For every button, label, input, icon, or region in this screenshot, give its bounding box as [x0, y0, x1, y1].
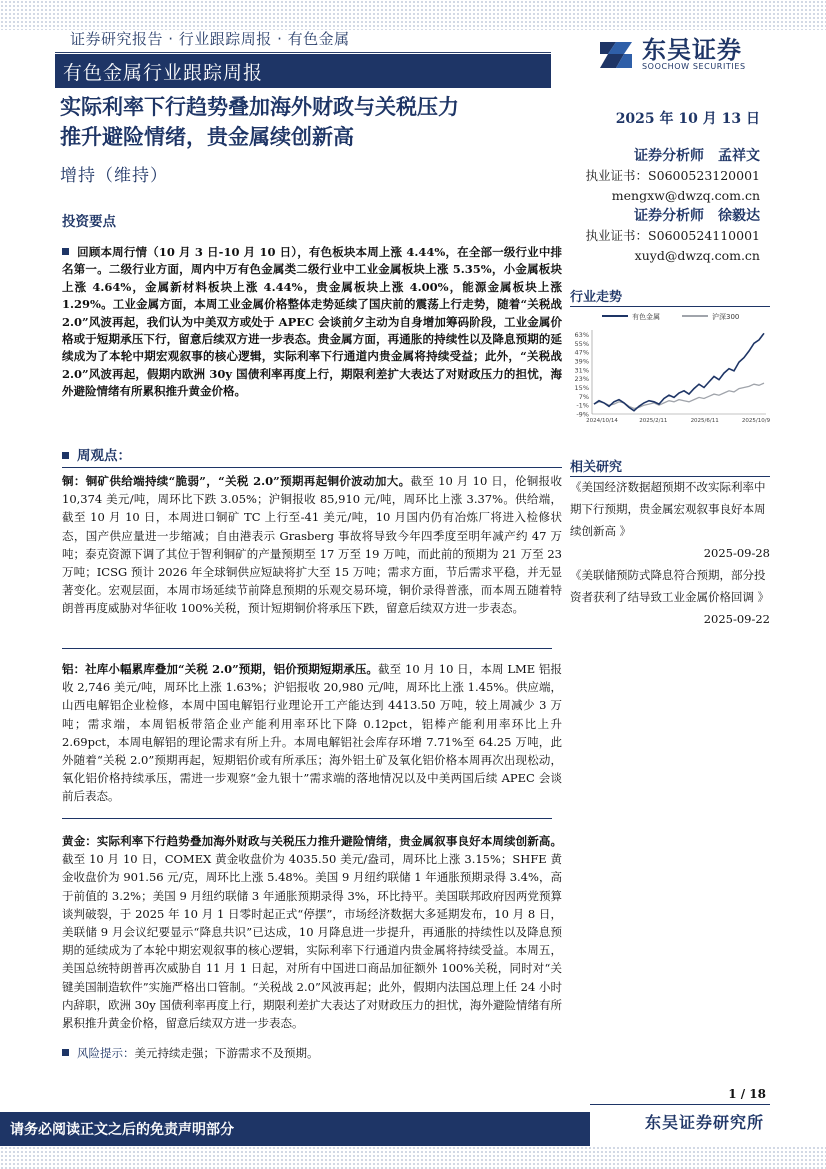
analyst-email[interactable]: mengxw@dwzq.com.cn	[611, 188, 760, 203]
bullet-icon	[62, 1049, 69, 1056]
related-title: 相关研究	[570, 460, 623, 475]
y-tick-label: -1%	[576, 401, 589, 410]
divider	[62, 648, 552, 649]
brand-english: SOOCHOW SECURITIES	[642, 62, 746, 71]
analyst-name: 孟祥文	[718, 148, 760, 164]
legend-label: 沪深300	[712, 313, 740, 321]
analyst-name: 徐毅达	[718, 208, 760, 224]
report-date: 2025 年 10 月 13 日	[615, 111, 760, 127]
summary-body: 回顾本周行情（10 月 3 日-10 月 10 日），有色板块本周上涨 4.44%，在全部一级行业中排名第一。二级行业方面，周内中万有色金属类二级行业中工业金属板块上涨 5.35%，小金属板块上涨 4.64%，金属新材料板块上涨 4.44%，贵金属板块上涨 4.00%，能源金属板块上涨 1.29%。工业金属方面，本周工业金属价格整体走势延续了国庆前的震荡上行走势，随着“关税战 2.0”风波再起，我们认为中美双方或处于 APEC 会谈前夕主动为自身增加筹码阶段，工业金属价格或于短期承压下行，留意后续双方进一步表态。贵金属方面，再通胀的持续性以及降息预期的延续成为了本轮中期宏观叙事的核心逻辑，实际利率下行通道内贵金属将持续受益；此外，“关税战 2.0”风波再起，假期内欧洲 30y 国债利率再度上行，期限利差扩大表达了对财政压力的担忧，海外避险情绪有所累积推升黄金价格。	[62, 245, 562, 399]
brand-name: 东吴证券	[642, 36, 742, 64]
x-tick-label: 2024/10/14	[586, 418, 618, 424]
divider	[55, 52, 551, 53]
section-title: 有色金属行业跟踪周报	[63, 62, 264, 84]
rating: 增持（维持）	[60, 166, 168, 186]
bullet-icon	[62, 248, 69, 255]
trend-title: 行业走势	[570, 290, 623, 305]
report-title[interactable]: 《美国经济数据超预期不改实际利率中期下行预期，贵金属宏观叙事良好本周续创新高 》	[570, 480, 766, 538]
investment-summary	[62, 210, 562, 401]
gold-text: 截至 10 月 10 日，COMEX 黄金收盘价为 4035.50 美元/盎司，周环比上涨 3.15%；SHFE 黄金收盘价为 901.56 元/克，周环比上涨 5.48%。美国 9 月纽约联储 1 年通胀预期录得 3.4%，高于前值的 3.2%；美国 9 月纽约联储 3 年通胀预期录得 3%，环比持平。美国联邦政府因两党预算谈判破裂，于 2025 年 10 月 1 日零时起正式“停摆”，市场经济数据大多延期发布，10 月 8 日，美联储 9 月会议纪要显示“降息共识”已达成，10 月降息进一步提升，再通胀的持续性以及降息预期的延续成为了本轮中期宏观叙事的核心逻辑，实际利率下行通道内贵金属将持续受益。本周五，美国总统特朗普再次威胁自 11 月 1 日起，对所有中国进口商品加征额外 100%关税，同时对“关键美国制造软件”实施严格出口管制。“关税战 2.0”风波再起；此外，假期内法国总理上任 24 小时内辞职，欧洲 30y 国债利率再度上行，期限利差扩大表达了对财政压力的担忧，海外避险情绪有所累积推升黄金价格，留意后续双方进一步表态。	[62, 852, 562, 1031]
aluminum-lead: 铝：社库小幅累库叠加“关税 2.0”预期，铝价预期短期承压。	[62, 662, 379, 676]
footer-band	[0, 1112, 590, 1146]
disclaimer-text: 请务必阅读正文之后的免责声明部分	[10, 1122, 234, 1138]
logo-icon	[596, 34, 636, 74]
report-date: 2025-09-28	[703, 546, 770, 560]
dot-pattern	[0, 0, 826, 30]
headline-line: 实际利率下行趋势叠加海外财政与关税压力	[60, 95, 459, 119]
analyst-block	[586, 146, 760, 206]
headline-line: 推升避险情绪，贵金属续创新高	[60, 125, 354, 149]
analyst-role-line	[586, 206, 760, 226]
y-tick-label: 39%	[574, 357, 589, 366]
related-report[interactable]	[570, 564, 770, 630]
copper-paragraph	[62, 472, 562, 618]
y-tick-label: 7%	[578, 392, 589, 401]
page-number: 1 / 18	[728, 1087, 766, 1101]
analyst-cert: 执业证书：S0600524110001	[585, 228, 760, 243]
analyst-role: 证券分析师	[634, 208, 704, 224]
weekly-title-row	[62, 444, 562, 468]
analyst-cert: 执业证书：S0600523120001	[585, 168, 760, 183]
x-tick-label: 2025/6/11	[690, 418, 719, 424]
gold-lead: 黄金：实际利率下行趋势叠加海外财政与关税压力推升避险情绪，贵金属叙事良好本周续创新高。	[62, 834, 562, 848]
y-tick-label: 15%	[574, 383, 589, 392]
divider	[590, 1104, 770, 1105]
analyst-role: 证券分析师	[634, 148, 704, 164]
risk-row	[62, 1044, 562, 1062]
report-title[interactable]: 《美联储预防式降息符合预期，部分投资者获利了结导致工业金属价格回调 》	[570, 568, 770, 604]
report-date: 2025-09-22	[703, 612, 770, 626]
y-tick-label: -9%	[576, 410, 589, 419]
y-tick-label: 63%	[574, 330, 589, 339]
y-tick-label: 31%	[574, 366, 589, 375]
y-tick-label: 23%	[574, 375, 589, 384]
gold-paragraph	[62, 832, 562, 1032]
section-band	[55, 54, 551, 88]
breadcrumb: 证券研究报告 · 行业跟踪周报 · 有色金属	[70, 30, 350, 48]
y-tick-label: 55%	[574, 339, 589, 348]
aluminum-text: 截至 10 月 10 日，本周 LME 铝报收 2,746 美元/吨，周环比上涨 1.63%；沪铝报收 20,980 元/吨，周环比上涨 1.45%。供应端，山西电解铝企业检修，本周中国电解铝行业理论开工产能达到 4413.50 万吨，较上周减少 3 万吨；需求端，本周铝板带箔企业产能利用率环比下降 0.12pct，铝棒产能利用率环比上升 2.69pct，本周电解铝的理论需求有所上升。本周电解铝社会库存环增 7.71%至 64.25 万吨，此外随着“关税 2.0”预期再起，短期铝价或有所承压；海外铝土矿及氧化铝价格本周再次出现松动，氧化铝价格持续承压，需进一步观察“金九银十”需求端的落地情况以及中美两国后续 APEC 会谈前后表态。	[62, 662, 562, 804]
weekly-title: 周观点：	[77, 448, 131, 464]
x-tick-label: 2025/10/9	[741, 418, 771, 424]
divider	[62, 818, 552, 819]
x-tick-label: 2025/2/11	[639, 418, 668, 424]
weekly-views	[62, 444, 562, 468]
institute-name: 东吴证券研究所	[644, 1113, 764, 1132]
series-line-csi300	[594, 383, 764, 408]
legend-label: 有色金属	[632, 313, 660, 321]
report-headline	[60, 92, 560, 152]
copper-lead: 铜：铜矿供给端持续“脆弱”，“关税 2.0”预期再起铜价波动加大。	[62, 474, 411, 488]
y-tick-label: 47%	[574, 348, 589, 357]
brand-logo	[596, 34, 776, 78]
industry-trend-chart	[566, 308, 774, 428]
analyst-email[interactable]: xuyd@dwzq.com.cn	[634, 248, 760, 263]
analyst-role-line	[586, 146, 760, 166]
bullet-icon	[62, 452, 69, 459]
risk-text: 美元持续走强；下游需求不及预期。	[134, 1046, 319, 1060]
risk-label: 风险提示：	[77, 1046, 135, 1060]
summary-text	[62, 244, 562, 401]
copper-text: 截至 10 月 10 日，伦铜报收 10,374 美元/吨，周环比下跌 3.05%；沪铜报收 85,910 元/吨，周环比上涨 3.37%。供给端，截至 10 月 10 日，本周进口铜矿 TC 上行至-41 美元/吨，10 月国内仍有冶炼厂将进入检修状态，国产供应量进一步缩减；自由港表示 Grasberg 事故将导致今年四季度至明年减产约 47 万吨；泰克资源下调了其位于智利铜矿的产量预期至 17 万至 19 万吨，而此前的预期为 21 万至 23 万吨；ICSG 预计 2026 年全球铜供应短缺将扩大至 15 万吨；需求方面，节后需求平稳，并无显著变化。宏观层面，本周市场延续节前降息预期的乐观交易环境，铜价录得普涨，而本周五随着特朗普再度威胁对华征收 100%关税，预计短期铜价将承压下跌，留意后续双方进一步表态。	[62, 474, 563, 616]
related-report[interactable]	[570, 476, 770, 564]
summary-title: 投资要点	[62, 214, 116, 230]
dot-pattern	[0, 1146, 826, 1169]
analyst-block	[586, 206, 760, 266]
aluminum-paragraph	[62, 660, 562, 806]
divider	[570, 306, 770, 307]
